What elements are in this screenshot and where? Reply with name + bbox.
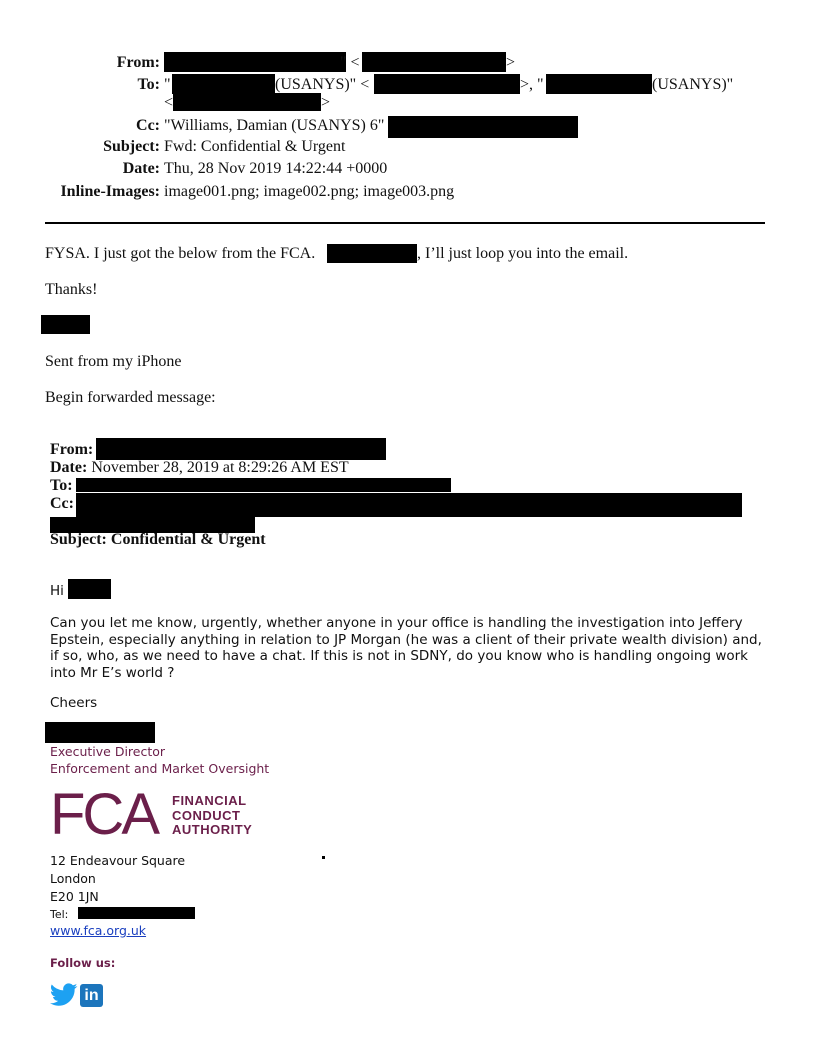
fwd-date-value: November 28, 2019 at 8:29:26 AM EST (91, 459, 349, 476)
from-value-sep: " < (340, 54, 360, 71)
to-value-part4: (USANYS)" (652, 76, 734, 93)
date-label: Date: (122, 160, 160, 177)
fca-logo-line3: AUTHORITY (172, 822, 253, 837)
to-value-part2: (USANYS)" < (275, 76, 370, 93)
subject-label: Subject: (103, 138, 160, 155)
inline-images-label: Inline-Images: (60, 183, 160, 200)
closing: Cheers (50, 695, 98, 711)
header-divider (45, 222, 765, 224)
sig-address2: London (50, 871, 96, 886)
fwd-subject-label: Subject: (50, 531, 107, 548)
fca-logo-letters: FCA (50, 782, 157, 847)
redaction (68, 579, 111, 599)
website-link[interactable]: www.fca.org.uk (50, 923, 147, 938)
cc-value: "Williams, Damian (USANYS) 6" (164, 117, 385, 134)
redaction (173, 93, 321, 111)
fca-logo-line1: FINANCIAL (172, 793, 247, 808)
sig-address3: E20 1JN (50, 889, 99, 904)
subject-value: Fwd: Confidential & Urgent (164, 138, 346, 155)
redaction (41, 315, 90, 334)
redaction (172, 74, 275, 94)
redaction (327, 244, 417, 263)
fwd-subject-value: Confidential & Urgent (110, 531, 266, 548)
fwd-from-label: From: (50, 441, 94, 458)
redaction (388, 116, 578, 138)
body-sent-from: Sent from my iPhone (45, 353, 182, 370)
body-line1-end: , I’ll just loop you into the email. (417, 245, 629, 262)
to-value-line2-end: > (321, 94, 331, 111)
from-label: From: (116, 54, 160, 71)
sig-tel-label: Tel: (50, 908, 69, 921)
date-value: Thu, 28 Nov 2019 14:22:44 +0000 (164, 160, 388, 177)
fca-logo-line2: CONDUCT (172, 807, 241, 823)
redaction (362, 52, 506, 72)
fca-logo (50, 782, 260, 850)
redaction (546, 74, 652, 94)
twitter-icon[interactable] (50, 983, 78, 1007)
stray-dot (322, 856, 325, 859)
linkedin-icon[interactable]: in (80, 984, 103, 1007)
follow-us: Follow us: (50, 956, 116, 970)
redaction (96, 438, 386, 460)
message-paragraph: Can you let me know, urgently, whether anyone in your office is handling the investigation into Jeffery Epstein, especially anything in relation to JP Morgan (he was a client of their private wealth division) and, if so, who, as we need to have a chat. If this is not in SDNY, do you know who is handling ongoing work into Mr E’s world ? (50, 615, 762, 681)
greeting: Hi (50, 583, 64, 599)
redaction (78, 907, 195, 919)
fwd-cc-label: Cc: (50, 495, 74, 512)
to-label: To: (137, 76, 160, 93)
body-begin-forwarded: Begin forwarded message: (45, 389, 216, 406)
redaction (45, 722, 155, 743)
cc-label: Cc: (136, 117, 160, 134)
body-thanks: Thanks! (45, 281, 98, 298)
sig-address1: 12 Endeavour Square (50, 853, 186, 868)
fwd-to-label: To: (50, 477, 73, 494)
redaction (374, 74, 520, 94)
inline-images-value: image001.png; image002.png; image003.png (164, 183, 455, 200)
to-value-part3: >, " (520, 76, 544, 93)
from-value-end: > (506, 54, 516, 71)
fwd-date-label: Date: (50, 459, 88, 476)
body-line1-start: FYSA. I just got the below from the FCA. (45, 245, 316, 262)
redaction (76, 478, 451, 492)
sig-department: Enforcement and Market Oversight (50, 761, 270, 776)
sig-title: Executive Director (50, 744, 166, 759)
to-value-part1: " (164, 76, 171, 93)
redaction (76, 493, 742, 517)
redaction (164, 52, 346, 72)
to-value-line2-start: < (164, 94, 174, 111)
